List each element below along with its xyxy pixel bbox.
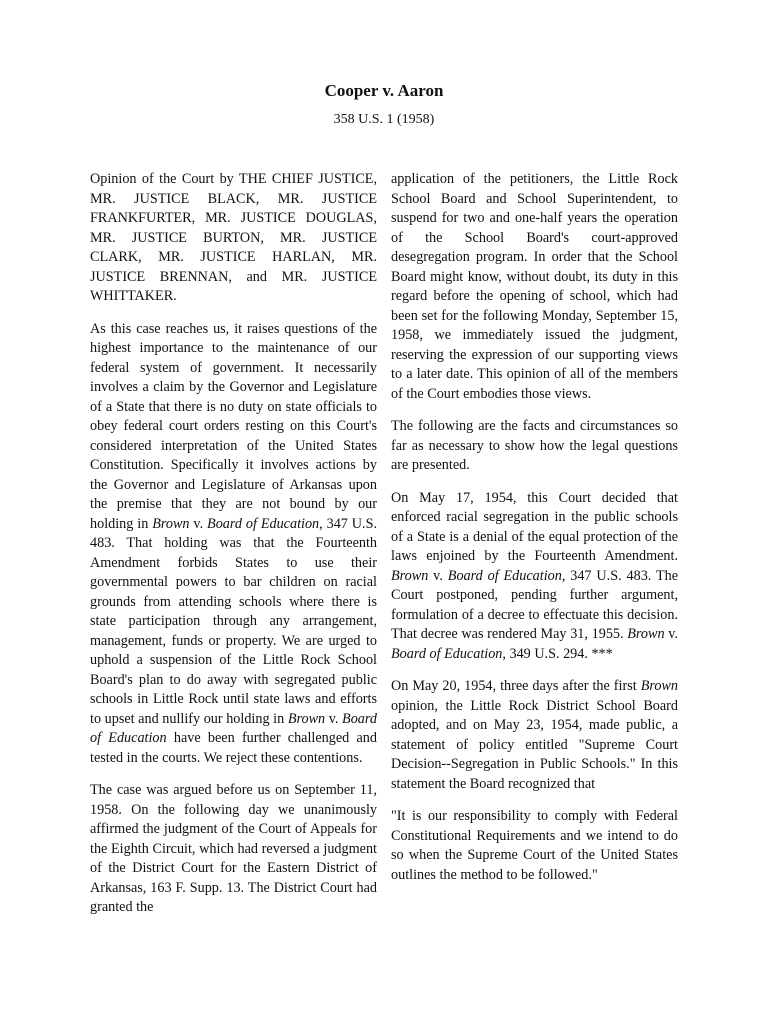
case-name-italic: Brown: [627, 626, 665, 642]
text-run: The following are the facts and circumstances so far as necessary to show how the legal questions are presented.: [391, 418, 678, 473]
text-run: The case was argued before us on September 11, 1958. On the following day we unanimously affirmed the judgment of the Court of Appeals for the Eighth Circuit, which had reversed a judgment of the District Court for the Eastern District of Arkansas, 163 F. Supp. 13. The District Court had granted the: [90, 782, 377, 915]
paragraph: [391, 170, 678, 404]
paragraph: [90, 781, 377, 918]
left-column: [90, 170, 377, 931]
paragraph: [90, 320, 377, 769]
case-name-italic: Brown: [152, 515, 190, 532]
case-name-italic: Brown: [640, 678, 678, 694]
paragraph: [391, 417, 678, 476]
case-citation: 358 U.S. 1 (1958): [333, 112, 435, 127]
text-run: "It is our responsibility to comply with Federal Constitutional Requirements and we intend to do so when the Supreme Court of the United States outlines the method to be followed.": [391, 808, 678, 883]
text-run: On May 20, 1954, three days after the first: [391, 678, 641, 694]
text-run: application of the petitioners, the Little Rock School Board and School Superintendent, to suspend for two and one-half years the operation of the School Board's court-approved desegregation program. In order that the School Board might know, without doubt, its duty in this regard before the opening of school, which had been set for the following Monday, September 15, 1958, we immediately issued the judgment, reserving the expression of our supporting views to a later date. This opinion of all of the members of the Court embodies those views.: [391, 171, 678, 402]
case-name-italic: Brown: [391, 567, 429, 584]
case-name-italic: Board of Education: [391, 645, 503, 662]
text-run: v.: [428, 567, 448, 584]
paragraph: [391, 677, 678, 794]
text-run: opinion, the Little Rock District School Board adopted, and on May 23, 1954, made public, a statement of policy entitled "Supreme Court Decision--Segregation in Public Schools." In this statement the Board recognized that: [391, 697, 678, 792]
case-name-italic: Board of Education: [207, 515, 320, 532]
text-run: , 347 U.S. 483. The Court postponed, pending further argument, formulation of a decree to effectuate this decision. That decree was rendered May 31, 1955.: [391, 567, 679, 642]
case-name-italic: Brown: [287, 710, 326, 727]
text-run: On May 17, 1954, this Court decided that enforced racial segregation in the public schools of a State is a denial of the equal protection of the laws enjoined by the Fourteenth Amendment.: [391, 489, 678, 564]
text-run: As this case reaches us, it raises questions of the highest importance to the maintenance of our federal system of government. It necessarily involves a claim by the Governor and Legislature of a State that there is no duty on state officials to obey federal court orders resting on this Court's considered interpretation of the United States Constitution. Specifically it involves actions by the Governor and Legislature of Arkansas upon the premise that they are not bound by our holding in: [90, 320, 377, 532]
text-run: , 349 U.S. 294. ***: [502, 645, 613, 662]
paragraph: [391, 807, 678, 885]
text-run: Opinion of the Court by THE CHIEF JUSTICE, MR. JUSTICE BLACK, MR. JUSTICE FRANKFURTER, MR. JUSTICE DOUGLAS, MR. JUSTICE BURTON, MR. JUSTICE CLARK, MR. JUSTICE HARLAN, MR. JUSTICE BRENNAN, and MR. JUSTICE WHITTAKER.: [90, 171, 377, 304]
text-run: , 347 U.S. 483. That holding was that the Fourteenth Amendment forbids States to use their governmental powers to bar children on racial grounds from attending schools where there is state participation through any arrangement, management, funds or property. We are urged to uphold a suspension of the Little Rock School Board's plan to do away with segregated public schools in Little Rock until state laws and efforts to upset and nullify our holding in: [90, 515, 378, 727]
text-run: v.: [189, 515, 208, 532]
paragraph: [90, 170, 377, 307]
case-name-italic: Board of Education: [90, 710, 377, 746]
document-title: Cooper v. Aaron: [324, 81, 444, 100]
text-run: v.: [664, 626, 678, 642]
paragraph: [391, 489, 678, 665]
text-run: v.: [325, 710, 343, 727]
right-column: [391, 170, 678, 898]
text-run: have been further challenged and tested in the courts. We reject these contentions.: [90, 730, 377, 766]
case-name-italic: Board of Education: [447, 567, 562, 584]
